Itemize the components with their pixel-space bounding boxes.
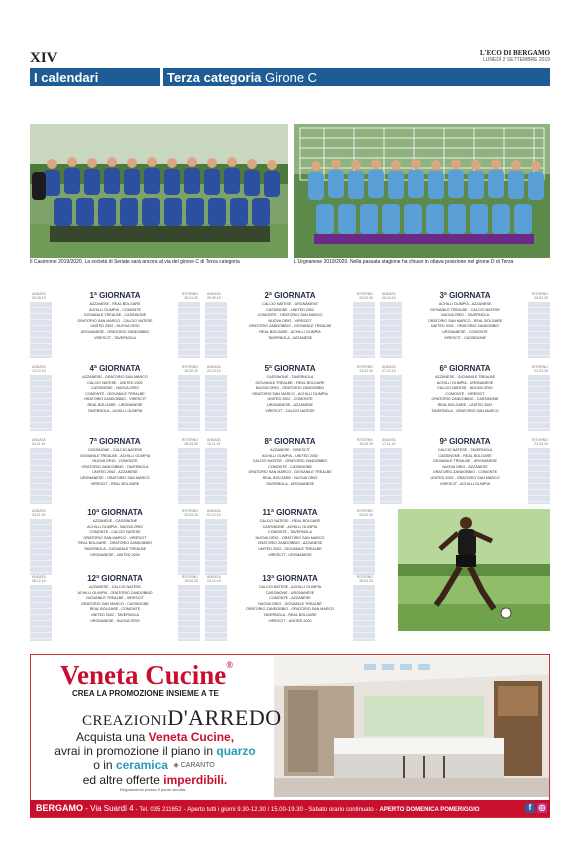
round-header	[30, 573, 200, 585]
match-item: ORATORIO SAN MARCO - REAL BOLGARE	[427, 318, 503, 323]
ritorno-date	[532, 292, 548, 300]
match-item: ORATORIO SAN MARCO - CALCIO NATESE	[77, 318, 153, 323]
score-column-right	[353, 585, 375, 641]
round-header	[30, 436, 200, 448]
match-item: UNITED 2002 - NUOVA ORIO	[90, 324, 140, 329]
round-header	[380, 290, 550, 302]
match-list	[229, 519, 351, 558]
match-item: VIRESCIT - URGNANESE	[268, 552, 312, 557]
match-list	[54, 302, 176, 341]
match-item: COMONTE - TAVERNOLA	[268, 530, 312, 535]
ritorno-date	[357, 438, 373, 446]
round-header	[30, 290, 200, 302]
round-block	[380, 290, 550, 360]
match-item: REAL BOLGARE - NUOVA ORIO	[262, 475, 318, 480]
match-item: ORATORIO ZANDOBBIO - TAVERNOLA	[81, 464, 149, 469]
match-item: CALCIO NATESE - URGNANESE	[262, 302, 318, 306]
ad-line-3-text: o in	[93, 758, 113, 772]
match-item: URGNANESE - AZZANESE	[267, 402, 313, 407]
footer-city: BERGAMO	[36, 803, 83, 813]
andata-value: 20.10.19	[207, 369, 221, 373]
match-item: UNITED 2002 - TAVERNOLA	[91, 612, 139, 617]
round-title: 1ª GIORNATA	[89, 291, 141, 300]
match-item: TAVERNOLA - ORATORIO SAN MARCO	[431, 408, 499, 413]
match-item: ORATORIO ZANDOBBIO - ORATORIO SAN MARCO	[245, 607, 335, 612]
andata-label: ANDATA	[382, 292, 396, 296]
match-item: COMONTE - GIOVANILE TREALBE	[85, 391, 145, 396]
andata-value: 29.09.19	[207, 296, 221, 300]
andata-label: ANDATA	[382, 438, 396, 442]
match-item: TAVERNOLA - GIOVANILE TREALBE	[83, 546, 147, 551]
andata-value: 24.11.19	[32, 513, 46, 517]
match-item: NUOVA ORIO - AZZANESE	[442, 464, 488, 469]
ad-brand	[60, 660, 233, 691]
match-item: CALCIO NATESE - REAL BOLGARE	[259, 519, 321, 523]
match-item: GIOVANILE TREALBE - VIRESCIT	[86, 596, 144, 601]
section-title: I calendari	[34, 70, 99, 85]
round-title: 6ª GIORNATA	[439, 364, 491, 373]
ritorno-date	[182, 365, 198, 373]
dealer-name-a: CREAZIONI	[82, 713, 168, 729]
round-header	[205, 436, 375, 448]
andata-label: ANDATA	[32, 365, 46, 369]
ritorno-value: 29.03.20	[184, 513, 198, 517]
ritorno-label: RITORNO	[181, 438, 198, 442]
player-photo	[398, 509, 550, 631]
ritorno-label: RITORNO	[181, 509, 198, 513]
match-item: NUOVA ORIO - ORATORIO SAN MARCO	[255, 535, 325, 540]
ritorno-date	[182, 509, 198, 517]
facebook-icon[interactable]: f	[525, 803, 535, 813]
score-column-left	[205, 448, 227, 504]
match-item: UNITED 2002 - ORATORIO ZANDOBBIO	[430, 324, 500, 329]
andata-value: 03.11.19	[32, 442, 46, 446]
ad-line-1	[40, 730, 270, 744]
ad-line-3-ceramic: ceramica	[115, 758, 168, 772]
match-item: ACHILLI OLIMPIA - URGNANESE	[436, 380, 494, 385]
andata-label: ANDATA	[32, 509, 46, 513]
andata-value: 27.10.19	[382, 369, 396, 373]
round-title: 7ª GIORNATA	[89, 437, 141, 446]
match-item: URGNANESE - UNITED 2002	[90, 552, 140, 557]
ritorno-value: 15.03.20	[359, 442, 373, 446]
ritorno-label: RITORNO	[356, 438, 373, 442]
caranto-logo: ◈ CARANTO	[173, 761, 215, 769]
match-item: NUOVA ORIO - VIRESCIT	[268, 318, 312, 323]
round-block	[30, 573, 200, 643]
score-column-left	[380, 375, 402, 431]
match-item: CALCIO NATESE - ACHILLI OLIMPIA	[258, 585, 322, 589]
match-item: COMONTE - ORATORIO SAN MARCO	[257, 313, 323, 318]
match-list	[229, 448, 351, 487]
ritorno-value: 26.04.20	[359, 579, 373, 583]
match-item: ACHILLI OLIMPIA - AZZANESE	[438, 302, 492, 306]
round-block	[30, 507, 200, 577]
subsection-light: Girone C	[265, 70, 318, 85]
ritorno-date	[357, 575, 373, 583]
round-block	[30, 290, 200, 360]
subsection-title	[167, 70, 317, 85]
match-item: COMONTE - CASSINONE	[268, 464, 312, 469]
match-item: CASSINONE - REAL BOLGARE	[438, 453, 492, 458]
match-item: COMONTE - VIRESCIT	[445, 391, 485, 396]
score-column-right	[353, 448, 375, 504]
match-list	[54, 585, 176, 624]
caption-left: Il Casirnone 2019/2020. La società di Seriate sarà ancora al via del girone C di Terza categoria	[30, 259, 240, 265]
score-column-right	[178, 585, 200, 641]
score-column-left	[30, 585, 52, 641]
footer-phone: - Tel. 035 211652	[135, 807, 182, 813]
match-item: AZZANESE - GIOVANILE TREALBE	[434, 375, 496, 379]
team-photo-urgnanese	[294, 124, 550, 258]
andata-label: ANDATA	[207, 365, 221, 369]
ad-line-1-text: Acquista una	[75, 730, 146, 744]
ritorno-date	[357, 365, 373, 373]
match-item: COMONTE - CALCIO NATESE	[89, 530, 141, 535]
round-title: 13ª GIORNATA	[262, 574, 318, 583]
match-list	[229, 375, 351, 414]
match-item: CALCIO NATESE - UNITED 2002	[87, 380, 143, 385]
match-item: URGNANESE - ORATORIO SAN MARCO	[80, 475, 150, 480]
ritorno-value: 01.03.20	[534, 369, 548, 373]
match-item: GIOVANILE TREALBE - ACHILLI OLIMPIA	[79, 453, 151, 458]
dealer-logo	[82, 705, 282, 731]
ad-brand-name: Veneta Cucine	[60, 660, 227, 690]
round-title: 11ª GIORNATA	[262, 508, 318, 517]
match-item: CASSINONE - ACHILLI OLIMPIA	[262, 524, 318, 529]
match-item: ACHILLI OLIMPIA - ORATORIO ZANDOBBIO	[77, 590, 153, 595]
ritorno-label: RITORNO	[181, 365, 198, 369]
match-list	[54, 375, 176, 414]
round-block	[205, 290, 375, 360]
round-block	[30, 363, 200, 433]
match-item: GIOVANILE TREALBE - CASSINONE	[83, 313, 147, 318]
subsection-bold: Terza categoria	[167, 70, 262, 85]
match-item: VIRESCIT - REAL BOLGARE	[90, 481, 140, 486]
match-item: UNITED 2002 - GIOVANILE TREALBE	[258, 546, 322, 551]
round-block	[205, 363, 375, 433]
andata-label: ANDATA	[32, 575, 46, 579]
ad-line-2	[40, 744, 270, 758]
ritorno-label: RITORNO	[531, 365, 548, 369]
match-item: ORATORIO ZANDOBBIO - COMONTE	[432, 470, 498, 475]
ritorno-date	[182, 292, 198, 300]
match-item: NUOVA ORIO - ORATORIO ZANDOBBIO	[255, 386, 325, 391]
match-item: CALCIO NATESE - TAVERNOLA	[437, 448, 493, 452]
match-item: AZZANESE - CASSINONE	[92, 519, 138, 523]
andata-value: 17.11.19	[382, 442, 396, 446]
match-item: CASSINONE - URGNANESE	[265, 590, 315, 595]
score-column-left	[380, 448, 402, 504]
ritorno-value: 26.01.20	[184, 296, 198, 300]
match-list	[54, 448, 176, 487]
match-item: URGNANESE - COMONTE	[442, 329, 488, 334]
round-header	[205, 290, 375, 302]
match-item: ORATORIO ZANDOBBIO - CASSINONE	[431, 397, 499, 402]
match-item: REAL BOLGARE - COMONTE	[89, 607, 141, 612]
dealer-name-b: D'ARREDO	[167, 705, 282, 730]
match-item: REAL BOLGARE - ACHILLI OLIMPIA	[259, 329, 321, 334]
ad-line-3	[40, 758, 270, 773]
caranto-text: CARANTO	[180, 761, 215, 769]
page-number: XIV	[30, 50, 58, 66]
score-column-right	[178, 519, 200, 575]
ad-line-4-text: ed altre offerte	[82, 772, 160, 787]
match-item: CASSINONE - CALCIO NATESE	[87, 448, 143, 452]
round-header	[30, 363, 200, 375]
score-column-right	[178, 448, 200, 504]
andata-value: 15.12.19	[207, 579, 221, 583]
match-item: CASSINONE - NUOVA ORIO	[90, 386, 140, 391]
round-block	[205, 507, 375, 577]
match-item: VIRESCIT - CASSINONE	[444, 335, 486, 340]
ritorno-label: RITORNO	[531, 438, 548, 442]
round-header	[380, 363, 550, 375]
match-item: ORATORIO SAN MARCO - CASSINONE	[81, 601, 149, 606]
andata-value: 01.12.19	[207, 513, 221, 517]
ritorno-value: 09.02.20	[534, 296, 548, 300]
score-column-left	[205, 375, 227, 431]
match-item: URGNANESE - ORATORIO ZANDOBBIO	[80, 329, 150, 334]
round-title: 5ª GIORNATA	[264, 364, 316, 373]
match-list	[404, 302, 526, 341]
ritorno-label: RITORNO	[356, 292, 373, 296]
match-item: CALCIO NATESE - ORATORIO ZANDOBBIO	[252, 459, 328, 464]
ritorno-date	[182, 575, 198, 583]
andata-label: ANDATA	[207, 509, 221, 513]
ritorno-label: RITORNO	[356, 575, 373, 579]
match-item: CASSINONE - TAVERNOLA	[266, 375, 314, 379]
footer-sunday: APERTO DOMENICA POMERIGGIO	[379, 807, 480, 813]
match-item: ORATORIO ZANDOBBIO - VIRESCIT	[83, 397, 147, 402]
ad-line-1-brand: Veneta Cucine,	[148, 730, 235, 744]
match-item: AZZANESE - ORATORIO SAN MARCO	[82, 375, 148, 379]
match-list	[54, 519, 176, 558]
andata-value: 13.10.19	[32, 369, 46, 373]
ad-line-4-offers: imperdibili.	[163, 772, 228, 787]
match-item: VIRESCIT - CALCIO NATESE	[265, 408, 315, 413]
match-item: NUOVA ORIO - TAVERNOLA	[440, 313, 490, 318]
ritorno-label: RITORNO	[181, 575, 198, 579]
round-block	[205, 573, 375, 643]
ritorno-date	[532, 438, 548, 446]
match-item: COMONTE - AZZANESE	[269, 596, 311, 601]
andata-label: ANDATA	[32, 292, 46, 296]
ritorno-date	[357, 292, 373, 300]
ritorno-value: 22.03.20	[534, 442, 548, 446]
match-item: ORATORIO ZANDOBBIO - AZZANESE	[257, 541, 323, 546]
match-item: CASSINONE - UNITED 2002	[266, 307, 314, 312]
round-header	[205, 363, 375, 375]
team-photo-casirnone	[30, 124, 288, 258]
caption-right: L'Urgnanese 2019/2020. Nella passata stagione ha chiuso in ottava posizione nel girone D di Terza	[294, 259, 514, 265]
match-item: GIOVANILE TREALBE - URGNANESE	[432, 459, 497, 464]
registered-mark: ®	[226, 660, 233, 670]
ritorno-label: RITORNO	[531, 292, 548, 296]
score-column-left	[205, 585, 227, 641]
score-column-left	[30, 519, 52, 575]
match-item: REAL BOLGARE - ORATORIO ZANDOBBIO	[78, 541, 152, 546]
andata-value: 22.09.19	[32, 296, 46, 300]
match-item: TAVERNOLA - AZZANESE	[267, 335, 313, 340]
match-item: AZZANESE - CALCIO NATESE	[89, 585, 141, 589]
round-title: 2ª GIORNATA	[264, 291, 316, 300]
round-title: 8ª GIORNATA	[264, 437, 316, 446]
round-block	[380, 363, 550, 433]
match-item: ORATORIO SAN MARCO - GIOVANILE TREALBE	[248, 470, 332, 475]
footer-address: - Via Suardi 4	[85, 804, 134, 813]
round-block	[205, 436, 375, 506]
score-column-left	[380, 302, 402, 358]
andata-value: 08.12.19	[32, 579, 46, 583]
ad-line-2-quartz: quarzo	[216, 744, 256, 758]
match-item: VIRESCIT - UNITED 2002	[268, 618, 312, 623]
match-item: CALCIO NATESE - NUOVA ORIO	[437, 386, 493, 391]
score-column-right	[353, 302, 375, 358]
match-item: AZZANESE - REAL BOLGARE	[89, 302, 141, 306]
score-column-right	[178, 375, 200, 431]
score-column-left	[205, 302, 227, 358]
score-column-left	[30, 302, 52, 358]
andata-label: ANDATA	[32, 438, 46, 442]
round-title: 3ª GIORNATA	[439, 291, 491, 300]
match-list	[229, 585, 351, 624]
round-header	[30, 507, 200, 519]
match-item: URGNANESE - NUOVA ORIO	[90, 618, 140, 623]
round-title: 12ª GIORNATA	[87, 574, 143, 583]
score-column-right	[353, 375, 375, 431]
ad-line-4	[40, 773, 270, 787]
score-column-left	[30, 375, 52, 431]
ritorno-label: RITORNO	[356, 365, 373, 369]
match-item: UNITED 2002 - COMONTE	[267, 397, 313, 402]
ad-note: Regolamento presso il punto vendita.	[120, 787, 187, 792]
match-item: NUOVA ORIO - GIOVANILE TREALBE	[258, 601, 322, 606]
match-list	[229, 302, 351, 341]
round-block	[380, 436, 550, 506]
match-item: TAVERNOLA - URGNANESE	[265, 481, 315, 486]
andata-label: ANDATA	[207, 292, 221, 296]
match-list	[404, 448, 526, 487]
score-column-right	[178, 302, 200, 358]
match-item: TAVERNOLA - REAL BOLGARE	[263, 612, 317, 617]
match-item: VIRESCIT - TAVERNOLA	[94, 335, 136, 340]
ritorno-value: 05.04.20	[359, 513, 373, 517]
section-separator	[160, 68, 163, 86]
match-item: UNITED 2002 - AZZANESE	[92, 470, 138, 475]
ad-line-2-text: avrai in promozione il piano in	[54, 744, 214, 758]
round-block	[30, 436, 200, 506]
kitchen-photo	[274, 656, 549, 797]
andata-label: ANDATA	[207, 438, 221, 442]
match-item: ACHILLI OLIMPIA - NUOVA ORIO	[86, 524, 144, 529]
round-title: 4ª GIORNATA	[89, 364, 141, 373]
ad-body	[40, 730, 270, 787]
round-header	[205, 573, 375, 585]
match-item: ORATORIO ZANDOBBIO - GIOVANILE TREALBE	[248, 324, 332, 329]
match-item: ACHILLI OLIMPIA - UNITED 2002	[262, 453, 318, 458]
andata-label: ANDATA	[382, 365, 396, 369]
ritorno-value: 16.02.20	[184, 369, 198, 373]
ritorno-label: RITORNO	[181, 292, 198, 296]
score-column-right	[528, 302, 550, 358]
match-item: REAL BOLGARE - URGNANESE	[87, 402, 143, 407]
score-column-right	[528, 375, 550, 431]
match-item: GIOVANILE TREALBE - CALCIO NATESE	[430, 307, 500, 312]
match-item: TAVERNOLA - ACHILLI OLIMPIA	[87, 408, 143, 413]
round-header	[205, 507, 375, 519]
match-item: UNITED 2002 - ORATORIO SAN MARCO	[430, 475, 500, 480]
ritorno-value: 19.04.20	[184, 579, 198, 583]
instagram-icon[interactable]: ◎	[538, 803, 546, 812]
score-column-right	[353, 519, 375, 575]
andata-label: ANDATA	[207, 575, 221, 579]
newspaper-name: L'ECO DI BERGAMO	[479, 49, 550, 57]
ritorno-date	[182, 438, 198, 446]
match-item: ORATORIO SAN MARCO - ACHILLI OLIMPIA	[252, 391, 328, 396]
ad-promo: CREA LA PROMOZIONE INSIEME A TE	[72, 689, 219, 698]
footer-hours: - Aperto tutti i giorni 9.30-12.30 / 15.00-19.30 - Sabato orario continuato -	[183, 807, 378, 813]
round-title: 9ª GIORNATA	[439, 437, 491, 446]
match-list	[404, 375, 526, 414]
match-item: GIOVANILE TREALBE - REAL BOLGARE	[255, 380, 325, 385]
match-item: VIRESCIT - ACHILLI OLIMPIA	[440, 481, 490, 486]
round-title: 10ª GIORNATA	[87, 508, 143, 517]
match-item: ACHILLI OLIMPIA - COMONTE	[89, 307, 141, 312]
score-column-left	[30, 448, 52, 504]
ad-footer-text	[36, 803, 480, 813]
ritorno-value: 08.03.20	[184, 442, 198, 446]
ritorno-value: 23.02.20	[359, 369, 373, 373]
match-item: ORATORIO SAN MARCO - VIRESCIT	[83, 535, 147, 540]
ritorno-value: 02.02.20	[359, 296, 373, 300]
ritorno-label: RITORNO	[356, 509, 373, 513]
andata-value: 06.10.19	[382, 296, 396, 300]
match-item: AZZANESE - VIRESCIT	[270, 448, 310, 452]
andata-value: 10.11.19	[207, 442, 221, 446]
match-item: NUOVA ORIO - COMONTE	[92, 459, 138, 464]
score-column-right	[528, 448, 550, 504]
match-item: REAL BOLGARE - UNITED 2002	[437, 402, 493, 407]
round-header	[380, 436, 550, 448]
score-column-left	[205, 519, 227, 575]
ritorno-date	[357, 509, 373, 517]
ritorno-date	[532, 365, 548, 373]
issue-date: LUNEDÌ 2 SETTEMBRE 2019	[483, 57, 550, 63]
